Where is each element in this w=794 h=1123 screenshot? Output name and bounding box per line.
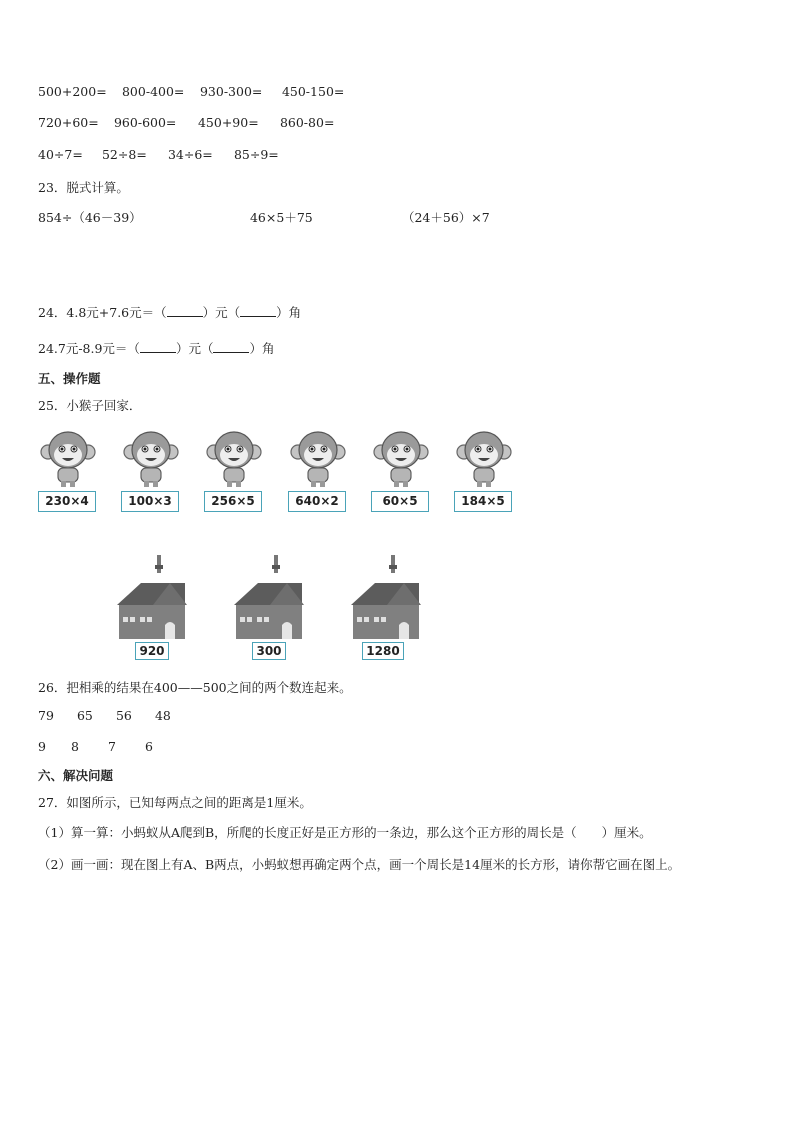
q24-text: ）角 [249,341,275,356]
q26-title: 26．把相乘的结果在400——500之间的两个数连起来。 [38,680,352,695]
q24-text: 24.7元-8.9元＝（ [38,341,140,356]
q24-text: ）元（ [202,305,241,320]
q23-title: 23．脱式计算。 [38,180,129,195]
answer-blank[interactable] [240,306,276,317]
monkey-expression-box[interactable]: 184×5 [454,491,512,512]
section-6-heading: 六、解决问题 [38,768,114,783]
monkey-expression-box[interactable]: 640×2 [288,491,346,512]
monkey-expression-box[interactable]: 100×3 [121,491,179,512]
oral-item: 40÷7= [38,147,83,162]
oral-item: 85÷9= [233,147,279,162]
q24-text: ）角 [276,305,302,320]
monkey-expression-box[interactable]: 60×5 [371,491,429,512]
oral-item: 450-150= [281,84,345,99]
q24-text: 24．4.8元+7.6元＝（ [38,305,167,320]
q24-text: ）元（ [175,341,214,356]
monkey-icon [121,428,181,488]
q26-number[interactable]: 79 [38,708,54,723]
q23-expressions [38,208,490,226]
q26-row-1 [38,708,171,723]
oral-item: 450+90= [197,115,259,130]
oral-item: 34÷6= [167,147,213,162]
monkey-icon [204,428,264,488]
monkey-icon [288,428,348,488]
q27-title: 27．如图所示，已知每两点之间的距离是1厘米。 [38,795,312,810]
oral-row-1 [38,84,344,99]
q25-title: 25．小猴子回家． [38,398,142,413]
monkey-icon [454,428,514,488]
q24-line-2 [38,339,274,357]
house-number-box[interactable]: 1280 [362,642,404,660]
q26-number[interactable]: 56 [115,708,132,723]
house-number-box[interactable]: 300 [252,642,286,660]
answer-blank[interactable] [213,342,249,353]
monkey-icon [38,428,98,488]
q26-number[interactable]: 48 [154,708,171,723]
q26-number[interactable]: 7 [107,739,116,754]
q23-expr: 46×5＋75 [249,210,313,225]
house-icon [347,553,423,642]
oral-item: 52÷8= [101,147,147,162]
oral-item: 500+200= [38,84,107,99]
q26-row-2 [38,739,153,754]
q23-expr: （24＋56）×7 [401,210,490,225]
q23-expr: 854÷（46－39） [38,210,142,225]
q24-line-1 [38,303,301,321]
monkey-expression-box[interactable]: 230×4 [38,491,96,512]
oral-item: 860-80= [279,115,335,130]
q26-number[interactable]: 65 [76,708,93,723]
section-5-heading: 五、操作题 [38,371,101,386]
house-number-box[interactable]: 920 [135,642,169,660]
oral-row-2 [38,115,334,130]
q27-part-1: （1）算一算：小蚂蚁从A爬到B，所爬的长度正好是正方形的一条边，那么这个正方形的周长是（ ）厘米。 [38,825,652,840]
oral-item: 930-300= [199,84,263,99]
monkey-icon [371,428,431,488]
oral-row-3 [38,147,279,162]
q27-part-2: （2）画一画：现在图上有A、B两点，小蚂蚁想再确定两个点，画一个周长是14厘米的长方形，请你帮它画在图上。 [38,857,681,872]
q26-number[interactable]: 9 [38,739,46,754]
oral-item: 960-600= [113,115,177,130]
q26-number[interactable]: 6 [144,739,153,754]
oral-item: 800-400= [121,84,185,99]
oral-item: 720+60= [38,115,99,130]
answer-blank[interactable] [140,342,176,353]
answer-blank[interactable] [167,306,203,317]
q26-number[interactable]: 8 [70,739,79,754]
house-icon [113,553,189,642]
house-icon [230,553,306,642]
monkey-expression-box[interactable]: 256×5 [204,491,262,512]
